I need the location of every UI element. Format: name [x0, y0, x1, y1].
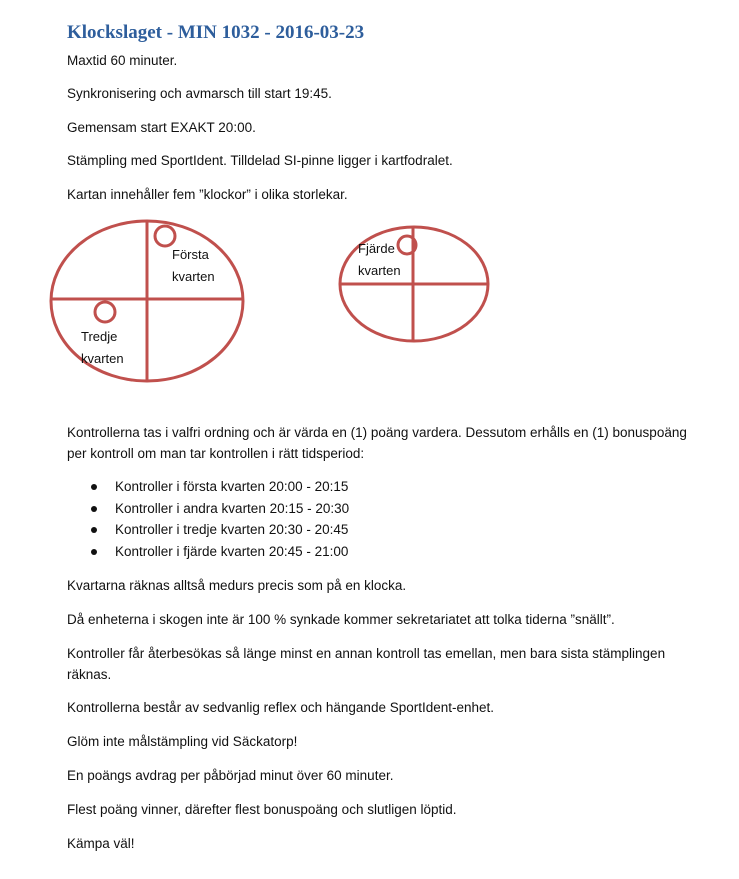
paragraph-finish: Glöm inte målstämpling vid Säckatorp! — [67, 734, 298, 749]
intro-max-time: Maxtid 60 minuter. — [67, 53, 178, 68]
paragraph-equipment: Kontrollerna består av sedvanlig reflex och hängande SportIdent-enhet. — [67, 700, 495, 715]
paragraph-closing: Kämpa väl! — [67, 836, 135, 851]
document-title: Klockslaget - MIN 1032 - 2016-03-23 — [67, 22, 365, 43]
paragraph-revisit: Kontroller får återbesökas så länge minst en annan kontroll tas emellan, men bara sista stämplingen räknas. — [67, 646, 666, 682]
intro-start: Gemensam start EXAKT 20:00. — [67, 120, 256, 135]
label-fourth-quarter: Fjärde kvarten — [358, 241, 401, 278]
list-item: Kontroller i andra kvarten 20:15 - 20:30 — [67, 498, 349, 520]
label-third-quarter: Tredje kvarten — [81, 329, 124, 366]
list-item: Kontroller i första kvarten 20:00 - 20:15 — [67, 476, 349, 498]
intro-map-clocks: Kartan innehåller fem ”klockor” i olika storlekar. — [67, 187, 348, 202]
paragraph-winner: Flest poäng vinner, därefter flest bonuspoäng och slutligen löptid. — [67, 802, 457, 817]
quarter-time-list — [67, 476, 349, 562]
paragraph-clockwise: Kvartarna räknas alltså medurs precis som på en klocka. — [67, 578, 407, 593]
label-first-quarter: Första kvarten — [172, 247, 215, 284]
control-circle-third-quarter — [95, 302, 115, 322]
control-circle-first-quarter — [155, 226, 175, 246]
list-item: Kontroller i fjärde kvarten 20:45 - 21:00 — [67, 541, 349, 563]
intro-sync: Synkronisering och avmarsch till start 19:45. — [67, 86, 332, 101]
paragraph-penalty: En poängs avdrag per påbörjad minut över 60 minuter. — [67, 768, 394, 783]
intro-punching: Stämpling med SportIdent. Tilldelad SI-pinne ligger i kartfodralet. — [67, 153, 453, 168]
rules-paragraph: Kontrollerna tas i valfri ordning och är värda en (1) poäng vardera. Dessutom erhålls en (1) bonuspoäng per kontroll om man tar kontrollen i rätt tidsperiod: — [67, 425, 687, 461]
list-item: Kontroller i tredje kvarten 20:30 - 20:45 — [67, 519, 349, 541]
paragraph-sync-note: Då enheterna i skogen inte är 100 % synkade kommer sekretariatet att tolka tiderna ”snällt”. — [67, 612, 615, 627]
